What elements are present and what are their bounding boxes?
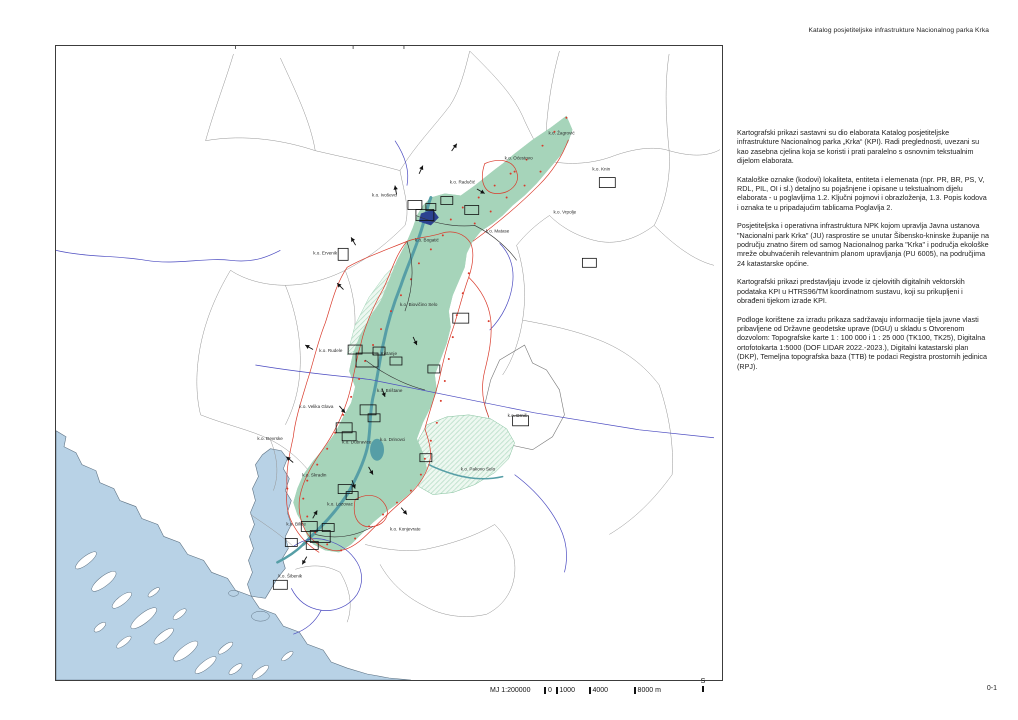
sheet-extent-box xyxy=(599,178,615,188)
boundary-point xyxy=(306,480,308,482)
cadastral-boundary-line xyxy=(285,285,300,425)
boundary-point xyxy=(358,378,360,380)
boundary-point xyxy=(514,171,516,173)
boundary-point xyxy=(444,380,446,382)
boundary-point xyxy=(302,498,304,500)
boundary-point xyxy=(494,185,496,187)
boundary-point xyxy=(542,145,544,147)
boundary-point xyxy=(372,344,374,346)
ko-label: k.o. Skradin xyxy=(302,472,327,478)
ko-label: k.o. Đevrske xyxy=(257,435,283,441)
sheet-extent-box xyxy=(408,201,422,210)
cadastral-boundary-line xyxy=(280,58,315,151)
boundary-point xyxy=(326,543,328,545)
cadastral-boundary-line xyxy=(206,138,400,171)
ko-label: k.o. Rudele xyxy=(319,348,343,354)
ko-label: k.o. Žagrović xyxy=(548,130,575,136)
pointer-arrow xyxy=(417,165,425,175)
boundary-point xyxy=(506,197,508,199)
ko-label: k.o. Biovičino Selo xyxy=(399,302,438,308)
ko-label: k.o. Brištane xyxy=(377,387,403,393)
boundary-point xyxy=(400,294,402,296)
boundary-point xyxy=(436,422,438,424)
scale-bar xyxy=(490,684,661,696)
scale-tick xyxy=(634,687,661,694)
boundary-point xyxy=(540,171,542,173)
description-column xyxy=(737,128,990,380)
cadastral-boundary-line xyxy=(547,148,670,163)
cadastral-boundary-line xyxy=(400,171,407,226)
ko-label: k.o. Kistanje xyxy=(372,351,398,357)
scale-tick xyxy=(589,687,608,694)
boundary-point xyxy=(442,234,444,236)
cadastral-boundary-line xyxy=(380,564,487,616)
cadastral-boundary-line xyxy=(295,566,350,622)
cadastral-boundary-line xyxy=(523,320,660,385)
cadastral-boundary-line xyxy=(400,51,470,171)
ko-label: k.o. Ivoševci xyxy=(372,192,398,198)
ko-label: k.o. Drinovci xyxy=(380,436,406,442)
sheet-extent-box xyxy=(582,258,596,267)
boundary-point xyxy=(488,320,490,322)
boundary-point xyxy=(368,525,370,527)
cadastral-boundary-line xyxy=(365,524,495,550)
ko-label: k.o. Velika Glava xyxy=(299,403,334,409)
note-paragraph: Kataloške oznake (kodovi) lokaliteta, entiteta i elemenata (npr. PR, BR, PS, V, RDL, PIL, OI i sl.) detaljno su pojašnjene i opisane u tekstualnom dijelu elaborata - u poglavljima 1.2. Ključni pojmovi i obrazloženja, 1.3. Popis kodova i oznaka te u pripadajućim tablicama Poglavlja 2. xyxy=(737,174,987,212)
note-paragraph: Kartografski prikazi predstavljaju izvode iz cjelovitih digitalnih vektorskih podataka KPI u HTRS96/TM koordinatnom sustavu, koji su prikupljeni i obrađeni tijekom izrade KPI. xyxy=(737,277,965,306)
boundary-point xyxy=(410,490,412,492)
cadastral-boundary-line xyxy=(659,385,672,475)
boundary-point xyxy=(424,458,426,460)
ko-label: k.o. Pakovo Selo xyxy=(460,466,496,472)
boundary-point xyxy=(474,222,476,224)
boundary-point xyxy=(420,474,422,476)
boundary-point xyxy=(456,314,458,316)
scale-tick-label: 4000 xyxy=(592,686,609,694)
boundary-point xyxy=(430,248,432,250)
pointer-arrow xyxy=(300,555,308,565)
boundary-point xyxy=(468,272,470,274)
boundary-point xyxy=(524,185,526,187)
boundary-point xyxy=(306,516,308,518)
ko-label: k.o. Oćestovo xyxy=(504,155,533,161)
pointer-arrow xyxy=(450,142,459,152)
scale-tick-bar xyxy=(634,687,636,694)
cadastral-boundary-line xyxy=(609,475,672,535)
map-canvas xyxy=(56,46,722,680)
boundary-point xyxy=(340,549,342,551)
ko-label: k.o. Bogatić xyxy=(414,237,439,243)
cadastral-boundary-line xyxy=(503,245,525,375)
ko-label: k.o. Konjevrate xyxy=(389,526,421,532)
scale-ticks xyxy=(544,687,660,694)
boundary-point xyxy=(316,464,318,466)
boundary-point xyxy=(342,414,344,416)
ko-label: k.o. Matase xyxy=(485,228,510,234)
boundary-point xyxy=(396,502,398,504)
scale-tick-bar xyxy=(544,687,546,694)
pointer-arrow xyxy=(349,236,357,246)
pointer-arrow xyxy=(304,343,314,351)
pointer-arrow xyxy=(399,506,408,516)
north-label: S xyxy=(700,678,706,685)
boundary-point xyxy=(382,514,384,516)
cadastral-boundary-line xyxy=(654,54,669,225)
scale-label: MJ 1:200000 xyxy=(490,686,531,694)
scale-tick-label: 1000 xyxy=(559,686,575,694)
cadastral-boundary-line xyxy=(669,150,720,155)
scale-tick-label: 0 xyxy=(547,686,552,694)
boundary-point xyxy=(354,537,356,539)
boundary-point xyxy=(418,262,420,264)
scale-tick xyxy=(556,687,575,694)
map-panel xyxy=(55,45,723,681)
scale-tick-bar xyxy=(556,687,558,694)
boundary-point xyxy=(440,400,442,402)
boundary-point xyxy=(452,336,454,338)
boundary-point xyxy=(450,218,452,220)
boundary-point xyxy=(448,358,450,360)
ko-label: k.o. Dubravice xyxy=(342,439,372,445)
cadastral-boundary-line xyxy=(206,54,234,141)
boundary-point xyxy=(565,117,567,119)
ko-label: k.o. Vrpolje xyxy=(553,209,577,215)
sheet-extent-box xyxy=(338,248,348,260)
page-header-title: Katalog posjetiteljske infrastrukture Nacionalnog parka Krka xyxy=(808,27,989,34)
boundary-point xyxy=(490,210,492,212)
north-tick xyxy=(702,686,704,692)
ko-label: k.o. Radučić xyxy=(449,179,476,185)
boundary-point xyxy=(350,396,352,398)
scale-tick xyxy=(544,687,551,694)
cadastral-boundary-line xyxy=(549,215,654,242)
cadastral-boundary-line xyxy=(197,270,231,415)
ko-label: k.o. Bilice xyxy=(286,521,306,527)
ko-label: k.o. Lozovac xyxy=(327,501,353,507)
page-number: 0-1 xyxy=(986,685,997,692)
cadastral-boundary-line xyxy=(517,215,550,245)
boundary-point xyxy=(326,448,328,450)
north-indicator xyxy=(697,678,709,692)
ko-label: k.o. Šibenik xyxy=(278,573,303,579)
boundary-point xyxy=(462,292,464,294)
boundary-point xyxy=(390,310,392,312)
boundary-point xyxy=(286,488,288,490)
cadastral-boundary-line xyxy=(487,524,515,614)
cadastral-boundary-line xyxy=(654,225,714,265)
note-paragraph: Posjetiteljska i operativna infrastruktura NPK kojom upravlja Javna ustanova "Nacionalni park Krka" (JU) rasprostire se unutar Šibensko-kninske županije na području znatno širem od samog Nacionalnog parka "Krka" i područja ekološke mreže obuhvaćenih relevantnim planom upravljanja (PU 6005), na područjima 24 katastarske općine. xyxy=(737,221,989,268)
ko-label: k.o. Knin xyxy=(592,166,611,172)
ko-label: k.o. Drniš xyxy=(507,412,527,418)
boundary-point xyxy=(478,197,480,199)
boundary-point xyxy=(510,173,512,175)
scale-tick-bar xyxy=(589,687,591,694)
boundary-point xyxy=(462,206,464,208)
note-paragraph: Podloge korištene za izradu prikaza sadržavaju informacije tijela javne vlasti pribavljene od Državne geodetske uprave (DGU) u skladu s Otvorenom dozvolom: Topografske karte 1 : 100 000 i 1 : 25 000 (TK100, TK25), Digitalna ortofotokarta 1:5000 (DOF LIDAR 2022.-2023.), Digitalni katastarski plan (DKP), Temeljna topografska baza (TTB) te podaci Registra prostornih jedinica (RPJ). xyxy=(737,314,987,371)
note-paragraph: Kartografski prikazi sastavni su dio elaborata Katalog posjetiteljske infrastrukture Nacionalnog parka „Krka“ (KPI). Radi preglednosti, uvezani su kao zasebna cjelina koja se koristi i prati paralelno s osnovnim tekstualnim dijelom elaborata. xyxy=(737,128,980,166)
boundary-point xyxy=(430,440,432,442)
scale-tick-label: 8000 m xyxy=(637,686,661,694)
visovac-lake xyxy=(370,439,384,461)
boundary-point xyxy=(380,328,382,330)
frame-ticks xyxy=(235,46,403,49)
ko-label: k.o. Ervenik xyxy=(313,250,338,256)
